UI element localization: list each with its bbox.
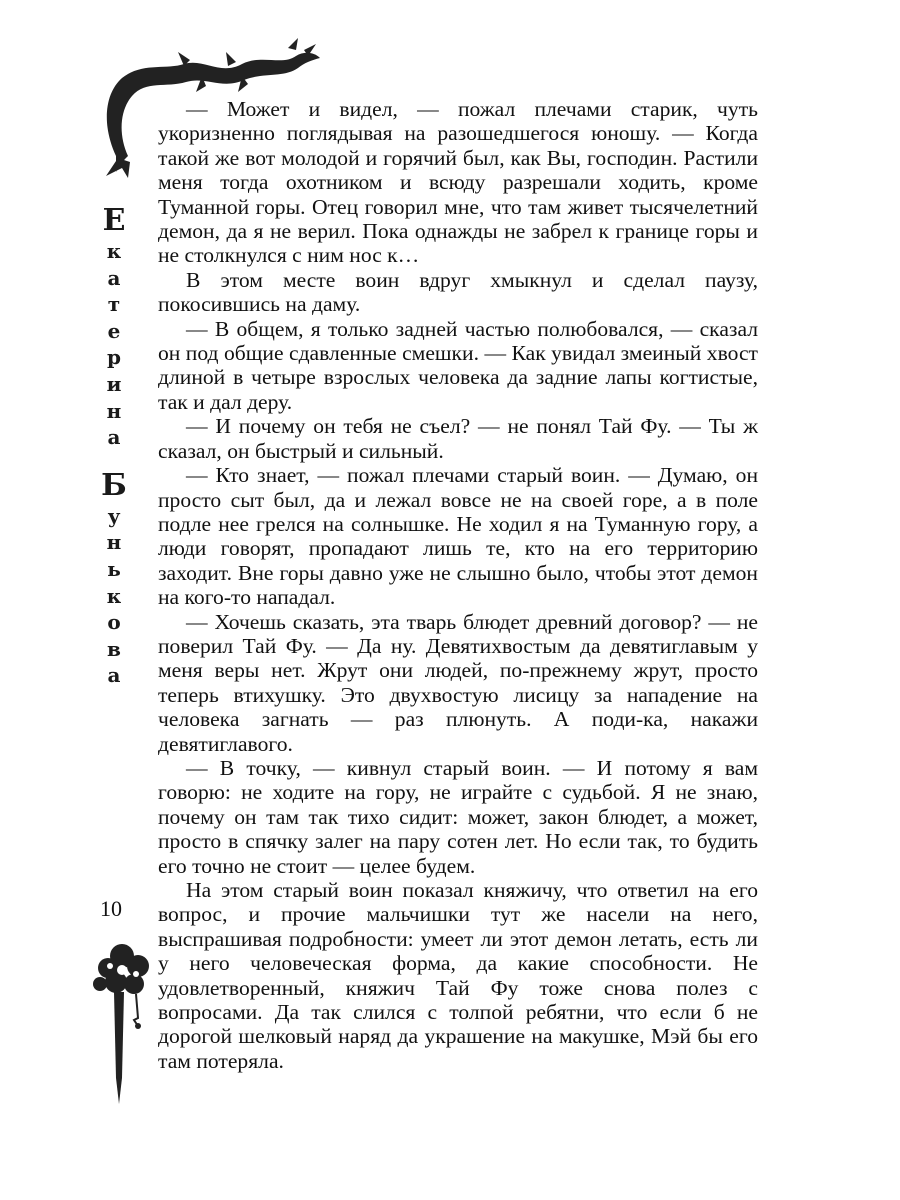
book-text — [158, 97, 758, 1073]
hairpin-ornament — [88, 938, 168, 1106]
author-letter: а — [107, 425, 121, 450]
author-letter: н — [106, 398, 122, 423]
author-letter: о — [107, 610, 121, 635]
author-letter: т — [107, 292, 121, 317]
paragraph: — В точку, — кивнул старый воин. — И потому я вам говорю: не ходите на гору, не играйте с судьбой. Я не знаю, почему он там так тихо сидит: может, закон блюдет, а может, просто в спячку залег на пару сотен лет. Но если так, то будить его точно не стоит — целее будем. — [158, 755, 758, 878]
author-letter: в — [107, 636, 121, 661]
paragraph: — Хочешь сказать, эта тварь блюдет древний договор? — не поверил Тай Фу. — Да ну. Девятихвостым да девятиглавым у меня веры нет. Жрут они людей, по-прежнему жрут, просто теперь втихушку. Это двухвостую лисицу за нападение на человека загнать — раз плюнуть. А поди-ка, накажи девятиглавого. — [158, 609, 758, 756]
author-name-vertical — [92, 204, 136, 689]
paragraph: — Кто знает, — пожал плечами старый воин. — Думаю, он просто сыт был, да и лежал вовсе не на своей горе, а в поле подле нее грелся на солнышке. Не ходил я на Туманную гору, а люди говорят, пропадают лишь те, кто на его территорию заходит. Вне горы давно уже не слышно было, чтобы этот демон на кого-то нападал. — [158, 463, 758, 610]
author-letter: а — [107, 265, 121, 290]
author-letter: и — [106, 371, 122, 396]
author-letter: н — [106, 530, 122, 555]
paragraph: — И почему он тебя не съел? — не понял Тай Фу. — Ты ж сказал, он быстрый и сильный. — [158, 414, 758, 463]
paragraph: — В общем, я только задней частью полюбовался, — сказал он под общие сдавленные смешки. — Как увидал змеиный хвост длиной в четыре взрослых человека да задние лапы когтистые, так и дал деру. — [158, 316, 758, 414]
author-letter: р — [107, 345, 121, 370]
author-letter: к — [106, 239, 122, 263]
author-last-initial: Б — [101, 467, 127, 503]
paragraph: — Может и видел, — пожал плечами старик, чуть укоризненно поглядывая на разошедшегося юношу. — Когда такой же вот молодой и горячий был, как Вы, господин. Растили меня тогда охотником и всюду разрешали ходить, кроме Туманной горы. Отец говорил мне, что там живет тысячелетний демон, да я не верил. Пока однажды не забрел к границе горы и не столкнулся с ним нос к… — [158, 97, 758, 268]
author-letter: а — [107, 663, 121, 688]
author-first-initial: Е — [102, 203, 126, 238]
author-letter: к — [106, 583, 122, 608]
author-letter: ь — [107, 556, 121, 581]
paragraph: В этом месте воин вдруг хмыкнул и сделал паузу, покосившись на даму. — [158, 267, 758, 317]
author-letter: у — [107, 503, 121, 528]
paragraph: На этом старый воин показал княжичу, что ответил на его вопрос, и прочие мальчишки тут же насели на него, выспрашивая подробности: умеет ли этот демон летать, есть ли у него человеческая форма, да какие способности. Не удовлетворенный, княжич Тай Фу тоже снова полез с вопросами. Да так слился с толпой ребятни, что если б не дорогой шелковый наряд да украшение на макушке, Мэй бы его там потеряла. — [158, 878, 758, 1073]
author-letter: е — [107, 318, 121, 343]
page-number: 10 — [100, 896, 122, 921]
